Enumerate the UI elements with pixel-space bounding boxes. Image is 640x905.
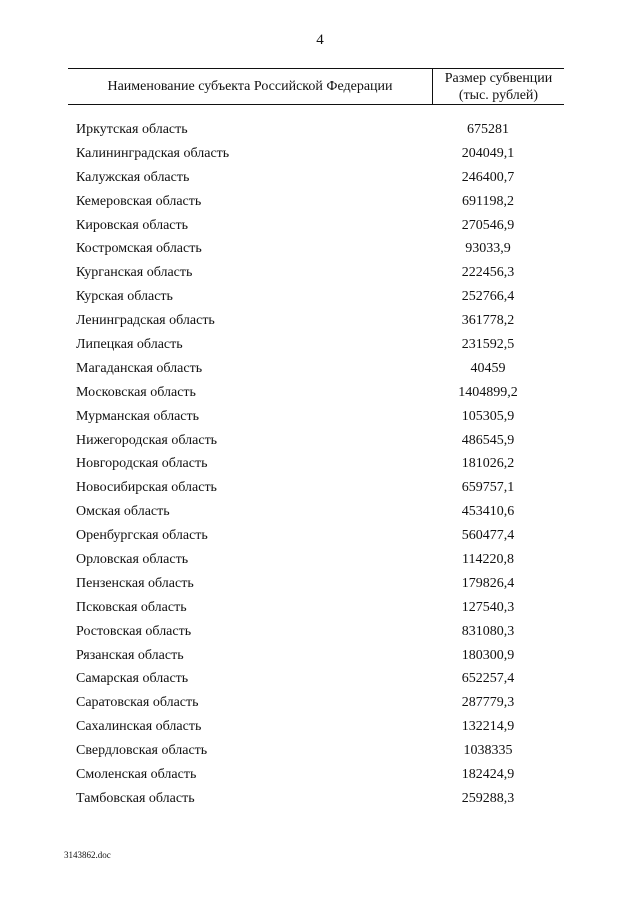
document-code: 3143862.doc <box>64 850 111 860</box>
table-row <box>76 453 556 477</box>
subvention-amount: 659757,1 <box>461 480 515 496</box>
table-row <box>76 501 556 525</box>
table-header <box>68 68 564 105</box>
region-name: Смоленская область <box>76 767 197 783</box>
subvention-amount: 486545,9 <box>461 432 515 448</box>
table-row <box>76 573 556 597</box>
header-amount-line2: (тыс. рублей) <box>458 87 539 103</box>
region-name: Костромская область <box>76 241 202 257</box>
region-name: Нижегородская область <box>76 432 218 448</box>
subvention-amount: 259288,3 <box>461 790 515 806</box>
region-name: Ленинградская область <box>76 313 215 329</box>
region-name: Курганская область <box>76 265 193 281</box>
region-name: Пензенская область <box>76 575 194 591</box>
subvention-amount: 270546,9 <box>461 217 515 233</box>
region-name: Магаданская область <box>76 360 203 376</box>
subvention-amount: 182424,9 <box>461 767 515 783</box>
region-name: Тамбовская область <box>76 790 195 806</box>
table-row <box>76 167 556 191</box>
subvention-amount: 252766,4 <box>461 289 515 305</box>
subvention-amount: 40459 <box>470 360 506 376</box>
region-name: Рязанская область <box>76 647 184 663</box>
table-row <box>76 310 556 334</box>
table-row <box>76 621 556 645</box>
region-name: Иркутская область <box>76 122 188 137</box>
subvention-amount: 114220,8 <box>462 552 514 568</box>
table-row <box>76 525 556 549</box>
table-row <box>76 477 556 501</box>
table-row <box>76 382 556 406</box>
subvention-amount: 675281 <box>467 122 509 137</box>
region-name: Оренбургская область <box>76 528 208 544</box>
subvention-amount: 127540,3 <box>461 599 515 615</box>
subvention-amount: 222456,3 <box>461 265 515 281</box>
region-name: Новосибирская область <box>76 480 217 496</box>
subvention-amount: 1038335 <box>463 743 513 759</box>
table-row <box>76 597 556 621</box>
subvention-amount: 231592,5 <box>461 337 515 353</box>
region-name: Новгородская область <box>76 456 208 472</box>
region-name: Орловская область <box>76 552 189 568</box>
subvention-amount: 691198,2 <box>462 193 514 209</box>
region-name: Курская область <box>76 289 173 305</box>
subvention-amount: 453410,6 <box>461 504 515 520</box>
region-name: Липецкая область <box>76 337 183 353</box>
table-row <box>76 358 556 382</box>
table-row <box>76 119 556 143</box>
table-row <box>76 215 556 239</box>
subvention-amount: 831080,3 <box>461 623 515 639</box>
table-row <box>76 262 556 286</box>
table-row <box>76 334 556 358</box>
region-name: Кировская область <box>76 217 189 233</box>
table-row <box>76 430 556 454</box>
subvention-amount: 204049,1 <box>461 145 515 161</box>
region-name: Московская область <box>76 384 196 400</box>
region-name: Калининградская область <box>76 145 230 161</box>
subvention-amount: 246400,7 <box>461 169 515 185</box>
table-row <box>76 238 556 262</box>
table-row <box>76 143 556 167</box>
subvention-amount: 361778,2 <box>461 313 515 329</box>
region-name: Свердловская область <box>76 743 208 759</box>
subvention-amount: 105305,9 <box>461 408 515 424</box>
table-row <box>76 740 556 764</box>
subvention-amount: 287779,3 <box>461 695 515 711</box>
region-name: Калужская область <box>76 169 190 185</box>
table-row <box>76 668 556 692</box>
table-row <box>76 788 556 812</box>
header-subvention-amount <box>433 69 564 104</box>
table-row <box>76 549 556 573</box>
region-name: Саратовская область <box>76 695 199 711</box>
subvention-amount: 1404899,2 <box>458 384 518 400</box>
region-name: Самарская область <box>76 671 189 687</box>
table-row <box>76 716 556 740</box>
header-amount-line1: Размер субвенции <box>444 70 553 86</box>
region-name: Кемеровская область <box>76 193 202 209</box>
page-number: 4 <box>316 32 324 48</box>
table-row <box>76 191 556 215</box>
subvention-amount: 132214,9 <box>461 719 515 735</box>
subvention-amount: 560477,4 <box>461 528 515 544</box>
subvention-amount: 179826,4 <box>461 575 515 591</box>
subvention-amount: 180300,9 <box>461 647 515 663</box>
region-name: Омская область <box>76 504 170 520</box>
table-row <box>76 286 556 310</box>
table-row <box>76 406 556 430</box>
subvention-amount: 652257,4 <box>461 671 515 687</box>
table-row <box>76 645 556 669</box>
region-name: Ростовская область <box>76 623 192 639</box>
region-name: Псковская область <box>76 599 187 615</box>
subvention-amount: 93033,9 <box>465 241 511 257</box>
table-row <box>76 692 556 716</box>
table-body <box>76 119 556 812</box>
header-region-name: Наименование субъекта Российской Федерации <box>107 78 393 94</box>
region-name: Сахалинская область <box>76 719 202 735</box>
region-name: Мурманская область <box>76 408 200 424</box>
subvention-amount: 181026,2 <box>461 456 515 472</box>
table-row <box>76 764 556 788</box>
